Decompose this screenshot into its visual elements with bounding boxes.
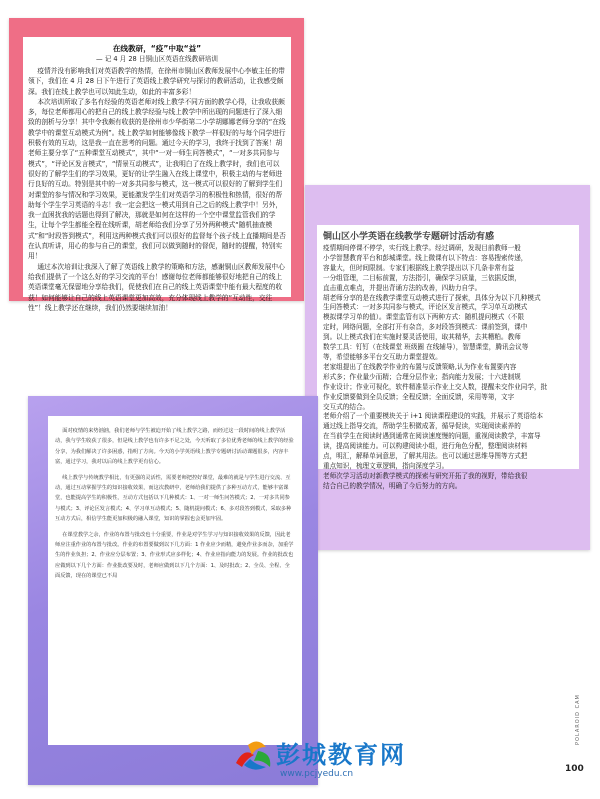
pink-article-paragraph: 疫情并没有影响我们对英语教学的热情，在徐州市铜山区教师发展中心李敏主任的带领下，我们在 4 月 28 日下午进行了英语线上教学研究与探讨的教研活动，让我感受颇深。我们在线上教学也可以知此生动，如此的丰富多彩！ bbox=[28, 67, 285, 96]
lilac-article-line: 直击重点难点，并提出背诵方法的改善，四助力自学。 bbox=[323, 283, 482, 292]
watermark-logo-icon bbox=[232, 735, 276, 775]
lilac-article-line: 小学智慧教育平台和彭城课堂。线上微课有以下特点：容易搜索传递， bbox=[323, 253, 528, 262]
pink-article-paragraph: 通过本次培训让我深入了解了英语线上教学的策略和方法，感谢铜山区教师发展中心给我们提供了一个这么好的学习交流的平台！感谢每位老师都能够很好地把自己的线上英语课堂毫无保留地分享给我们，促使我们在自己的线上英语课堂中能有最大程度的收获！如何能够让自己的线上英语课堂更加高效，充分体现线上教学的“互动性，交往性”！线上教学还在继续，我们仍然要继续加油！ bbox=[28, 262, 285, 312]
watermark-title: 彭城教育网 bbox=[276, 741, 406, 769]
lilac-article-line: 到。以上模式我们在实施时要灵活使用，取其精华，去其糟粕。教师 bbox=[323, 333, 521, 342]
pink-article-title: 在线教研，“疫”中取“益” bbox=[112, 44, 202, 53]
lilac-article-line: 容量大，但时间限制。专家们根据线上教学提出以下几条非常有益 bbox=[323, 263, 515, 272]
lilac-article-page bbox=[317, 225, 579, 490]
lilac-article-line: 通过线上指导交流，帮助学生积微成著，循导促读，实现阅读素养的 bbox=[323, 422, 521, 431]
pink-article-page bbox=[23, 37, 291, 312]
lilac-article-line: 老师次学习活动对新教学模式的探索与研究开拓了我的视野，带给我很 bbox=[323, 471, 528, 480]
lilac-article-line: 交互式的结合。 bbox=[323, 402, 370, 411]
lilac-article-line: 老师介绍了一个重要模块关于 i+1 阅读课程建设的实践，并展示了英语绘本 bbox=[323, 412, 544, 421]
pink-article-paragraph: 本次培训所取了多名有经验的英语老师对线上教学不同方面的教学心得，让我收获颇多，每位老师都用心的把自己的线上教学经验与线上教学中所出现的问题进行了深入细致的剖析与分享！其中令我颇有收获的是徐州市少华街第二小学胡娜娜老师分享的“在线教学中的课堂互动模式为例”。线上教学如何能够像线下教学一样很好的与每个同学进行积极有效的互动，这是我一直在思考的问题。通过今天的学习，我终于找到了答案！胡老师主要分享了“五种课堂互动模式”，其中“一对一师生问答模式”，“一对多共同参与模式”，“评论区发言模式”，“情景互动模式”，让我明白了在线上教学时，我们也可以很好的了解学生们的学习效果，更好的让学生融入在线上课堂中，积极主动的与老师进行良好的互动。特别是其中的一对多共同参与模式，这一模式可以很好的了解到学生们对课堂的参与情况和学习效果，更能激发学生们对英语学习的积极性和热情，很好的帮助每个学生学习英语的斗志！我一定会把这一模式用到自己之后的线上教学中！另外，我一直困扰我的话题也得到了解决，那就是如何在这样的一个空中课堂监管我们的学生，让每个学生都能全程在线听课，胡老师给我们分享了另外两种模式“随机抽查模式”和“时段答到模式”，利用这两种模式我们可以很好的监督每个孩子线上直播期间是否在认真听讲，用心的参与自己的课堂，我们可以做到随时的督促，随时的提醒，特别实用！ bbox=[28, 97, 286, 261]
page-number: 100 bbox=[565, 764, 584, 774]
purple-article-page bbox=[48, 416, 302, 745]
lilac-article-line: 作业设计；作业可视化，软件精准显示作业上交人数，提醒未交作业同学，批 bbox=[323, 382, 548, 391]
lilac-article-line: 数学工具：钉钉（在线课堂 班级圈 在线辅导），智慧课堂，腾讯会议等 bbox=[323, 343, 529, 352]
lilac-article-line: 生问答模式：一对多共同参与模式，评论区发言模式，学习单互动模式 bbox=[323, 303, 528, 312]
lilac-article-line: 重点知识，梳理文章逻辑，指向深度学习。 bbox=[323, 461, 449, 470]
purple-article-paragraph: 面对疫情的来势汹汹，我们老师与学生被迫开始了线上教学之路，而经过这一段时间的线上教学活动，我与学生收获了很多，但是线上教学也有许多不足之处，今天听取了多位优秀老师的线上教学的经验分享，为我们解决了许多困惑，指明了方向。今天的小学英语线上教学专题研讨活动课题很多，内容丰富，通过学习，我对以后的线上教学更有信心。 bbox=[55, 428, 294, 466]
pink-article-subtitle: — 记 4 月 28 日铜山区英语在线教研培训 bbox=[96, 55, 218, 63]
purple-photo-frame bbox=[28, 396, 318, 785]
lilac-article-line: 形式多；作业量少而精；合理分层作业；指向能力发展；十六进制规 bbox=[323, 372, 521, 381]
lilac-article-line: 在当前学生在阅读时遇到通常在阅读速度慢的问题，重视阅读教学，丰富导 bbox=[323, 432, 541, 441]
pink-photo-frame bbox=[9, 18, 304, 312]
lilac-photo-frame bbox=[305, 185, 590, 550]
lilac-article-line: 疫情期间停课不停学，实行线上教学。经过调研，发现目前教师一般 bbox=[323, 244, 521, 252]
lilac-article-line: 作业反馈要做到全员反馈；全程反馈；全面反馈，采用等第，文字 bbox=[323, 392, 515, 401]
lilac-article-line: 老家组提出了在线教学作业的布置与反馈策略,认为作业布置要内容 bbox=[323, 362, 517, 371]
lilac-article-body bbox=[317, 244, 579, 492]
purple-article-paragraph: 线上教学与传统教学相比，有更强的灵活性，需要老师把控好课堂，最难的就是与学生进行交流、互动，通过互动掌握学生的知识接收效果，而这次教研中，老师给我们提供了多种互动方式，能够丰富课堂，也能提高学生的积极性，互动方式包括以下几种模式：1、一对一师生问答模式；2、一对多共同参与模式；3、评论区发言模式；4、学习单互动模式；5、随机提问模式；6、多对段答到模式，采取多种互动方式后，相信学生能更加积极的融入课堂，知识的掌握也会更加牢固。 bbox=[55, 474, 292, 523]
lilac-article-line: 点，明汇，解释单词意思，了解其用法。也可以通过思维导图等方式把 bbox=[323, 452, 528, 461]
lilac-article-line: 胡老师分享的是在线教学课堂互动模式进行了探索，具体分为以下几种模式 bbox=[323, 293, 541, 302]
lilac-article-line: 定时，网络问题，全部打开有杂音，多对段答到模式：课前签到，课中 bbox=[323, 323, 528, 332]
lilac-article-line: 等，希望能够多平台交互助力课堂提效。 bbox=[323, 352, 442, 361]
lilac-article-line: 结合自己的教学情况，明确了今后努力的方向。 bbox=[323, 481, 462, 490]
lilac-article-line: 读，提高阅读能力。可以构建阅读小组，进行角色分配，整理阅读材料 bbox=[323, 442, 528, 451]
watermark-url: www.pcjyedu.cn bbox=[280, 769, 354, 779]
purple-article-paragraph: 在课堂教学之余，作业的布置与批改也十分重要，作业是对学生学习与知识接收效果的反馈，因此老师应注重作业的布置与批改。作业的布置要做到以下几方面：1 作业应少而精，避免作业多而杂，加重学生的作业负担；2、作业应分层布置；3、作业形式应多样化；4、作业应指向能力的发展。作业的批改也应做到以下几个方面：作业批改要及时，老师应做到以下几个方面：1、及时批改；2、全员、全程、全面反馈，现在的课堂已不局 bbox=[55, 531, 294, 580]
watermark bbox=[232, 733, 432, 793]
lilac-article-line: 一分组管理，二目标前置，方法指引，确保学习质量，三依据反馈， bbox=[323, 273, 521, 282]
lilac-article-heading: 铜山区小学英语在线教学专题研讨活动有感 bbox=[323, 232, 495, 242]
side-label: POLAROID CAM bbox=[575, 694, 581, 745]
lilac-article-line: 模拟课学习单的值）。课堂监管有以下两种方式：随机提问模式（不限 bbox=[323, 313, 525, 322]
